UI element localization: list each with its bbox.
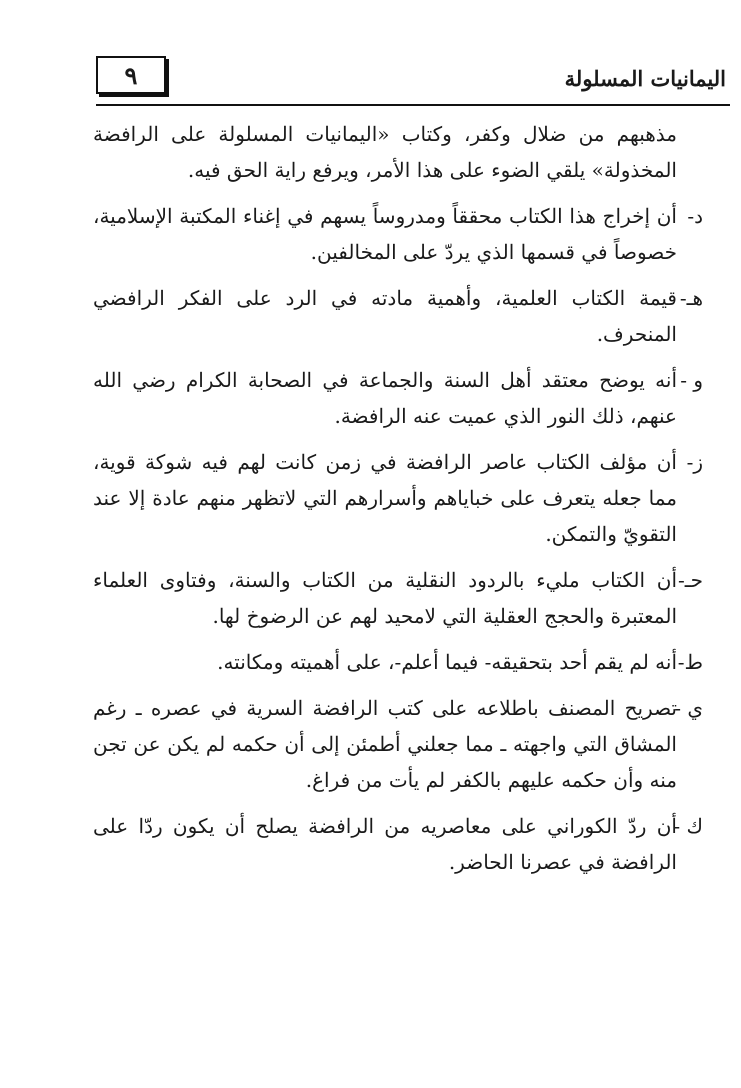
item-text: أن الكتاب مليء بالردود النقلية من الكتاب والسنة، وفتاوى العلماء المعتبرة والحجج العقلية التي لامحيد لهم عن الرضوخ لها. (93, 568, 677, 628)
item-text: أن مؤلف الكتاب عاصر الرافضة في زمن كانت لهم فيه شوكة قوية، مما جعله يتعرف على خباياهم وأسرارهم التي لاتظهر منهم عادة إلا عند التقويّ والتمكن. (93, 450, 677, 546)
item-marker: ط- (677, 650, 703, 674)
header-rule (96, 104, 730, 106)
item-text: أنه لم يقم أحد بتحقيقه- فيما أعلم-، على أهميته ومكانته. (217, 650, 677, 674)
item-text: أن ردّ الكوراني على معاصريه من الرافضة يصلح أن يكون ردّا على الرافضة في عصرنا الحاضر. (93, 814, 677, 874)
item-marker: د- (687, 204, 703, 228)
list-item-kaf (93, 808, 703, 880)
item-text: أنه يوضح معتقد أهل السنة والجماعة في الصحابة الكرام رضي الله عنهم، ذلك النور الذي عميت عنه الرافضة. (93, 368, 677, 428)
list-item-ha (93, 280, 703, 352)
running-title: اليمانيات المسلولة (564, 66, 726, 91)
item-marker: ز- (686, 450, 703, 474)
item-marker: و - (680, 368, 703, 392)
continuation-paragraph: مذهبهم من ضلال وكفر، وكتاب «اليمانيات المسلولة على الرافضة المخذولة» يلقي الضوء على هذا الأمر، ويرفع راية الحق فيه. (93, 122, 677, 182)
list-item-dal (93, 198, 703, 270)
item-text: تصريح المصنف باطلاعه على كتب الرافضة السرية في عصره ـ رغم المشاق التي واجهته ـ مما جعلني أطمئن إلى أن حكمه لم يكن عن تجن منه وأن حكمه عليهم بالكفر لم يأت من فراغ. (93, 696, 677, 792)
list-item-ya (93, 690, 703, 798)
item-marker: ك - (673, 814, 703, 838)
item-marker: حـ- (678, 568, 703, 592)
list-item-ta (93, 644, 703, 680)
item-marker: هـ- (679, 286, 703, 310)
item-text: قيمة الكتاب العلمية، وأهمية مادته في الرد على الفكر الرافضي المنحرف. (93, 286, 677, 346)
page-body (93, 112, 703, 890)
page-header (96, 48, 726, 102)
item-marker: ي - (674, 696, 703, 720)
item-text: أن إخراج هذا الكتاب محققاً ومدروساً يسهم في إغناء المكتبة الإسلامية، خصوصاً في قسمها الذي يردّ على المخالفين. (93, 204, 677, 264)
list-item-zay (93, 444, 703, 552)
list-item-ha2 (93, 562, 703, 634)
list-item-waw (93, 362, 703, 434)
page-number: ٩ (96, 56, 166, 94)
